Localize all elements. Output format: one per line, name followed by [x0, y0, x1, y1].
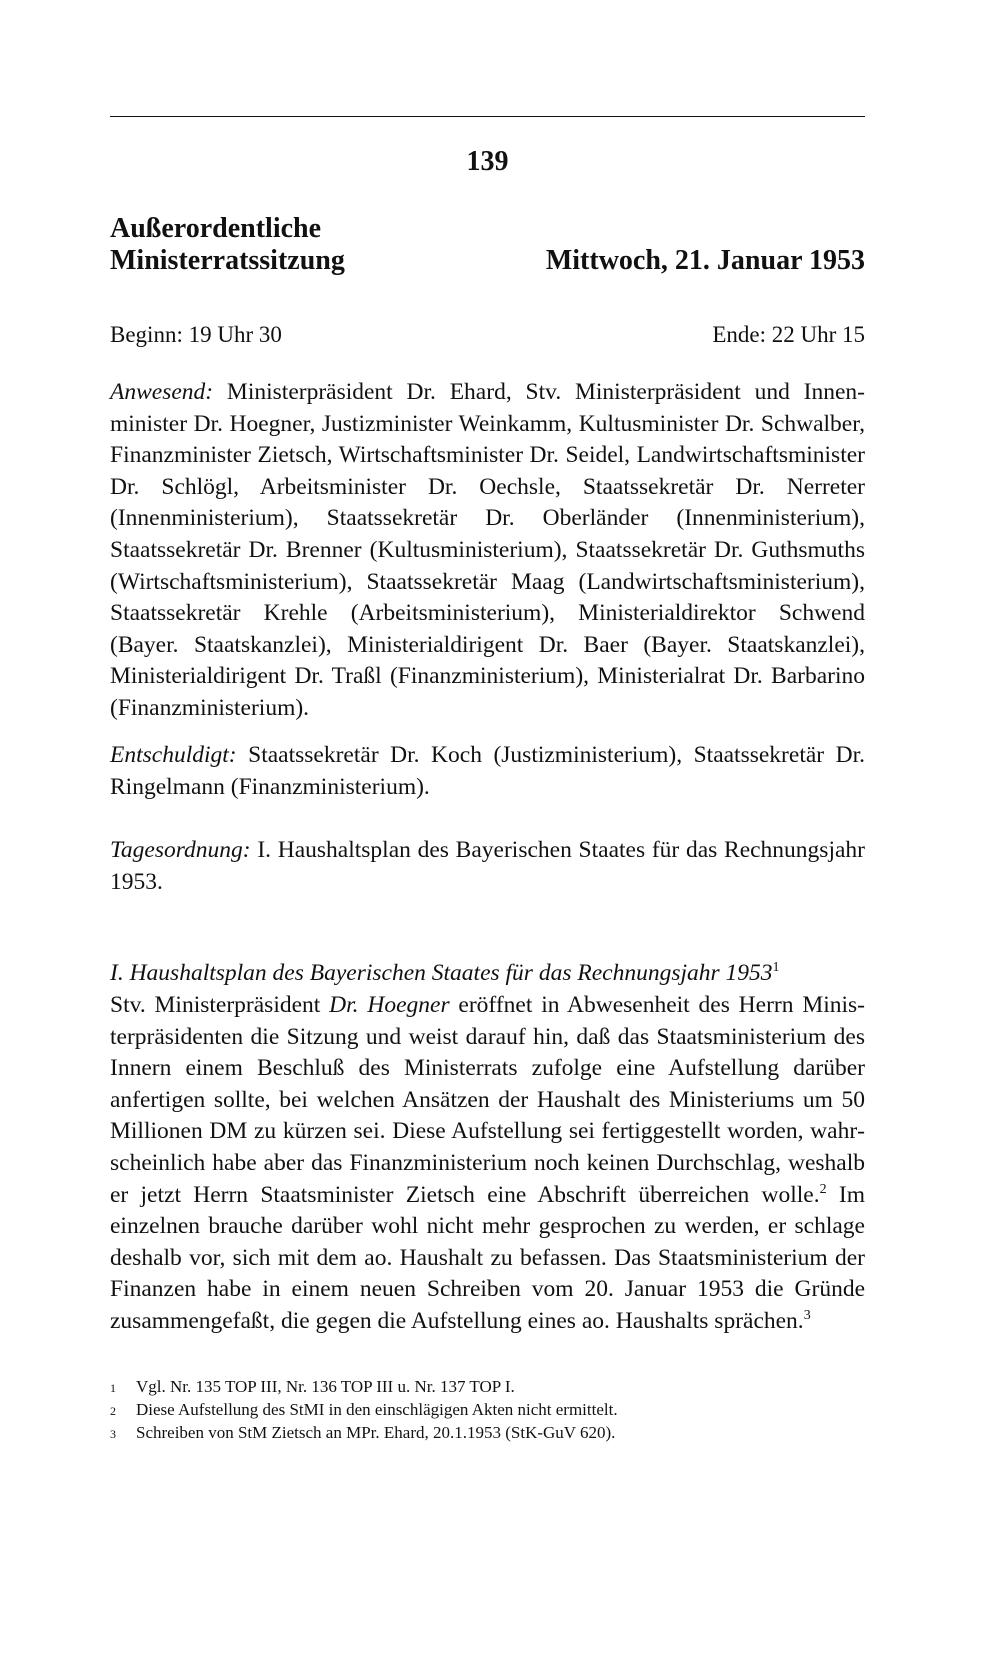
- excused-text: Staatssekretär Dr. Koch (Justizministerium), Staatssekretär Dr. Ringelmann (Finanzministerium).: [110, 742, 865, 800]
- footnote-ref-3[interactable]: 3: [803, 1308, 811, 1324]
- section-heading: [110, 958, 865, 990]
- attendees-paragraph: [110, 377, 865, 725]
- footnote-3: [110, 1422, 865, 1445]
- footnote-number: 2: [110, 1404, 116, 1418]
- page-number: 139: [466, 146, 509, 177]
- agenda-paragraph: [110, 835, 865, 898]
- agenda-label: Tagesordnung:: [110, 837, 251, 863]
- attendees-label: Anwesend:: [110, 379, 214, 405]
- begin-time: Beginn: 19 Uhr 30: [110, 322, 282, 347]
- body-text-3: Im einzelnen brauche darüber wohl nicht mehr gesprochen zu werden, er schlage deshalb vor, sich mit dem ao. Haushalt zu befassen. Das Staatsministerium der Finanzen habe in einem neuen Schreiben vom 20. Januar 1953 die Gründe zusammengefaßt, die gegen die Aufstellung eines ao. Haushalts sprächen.: [110, 1181, 865, 1334]
- session-date: Mittwoch, 21. Januar 1953: [545, 245, 865, 276]
- body-text-1: Stv. Ministerpräsident: [110, 992, 330, 1018]
- attendees-text: Ministerpräsident Dr. Ehard, Stv. Ministerpräsident und Innenminister Dr. Hoegner, Justizminister Weinkamm, Kultusminister Dr. Schwalber, Finanzminister Zietsch, Wirtschaftsminister Dr. Seidel, Landwirtschaftsminister Dr. Schlögl, Arbeitsminister Dr. Oechsle, Staatssekretär Dr. Nerreter (Innenministerium), Staatssekretär Dr. Oberländer (Innenministerium), Staatssekretär Dr. Brenner (Kultusministerium), Staatssekretär Dr. Guthsmuths (Wirtschaftsministerium), Staatssekretär Maag (Landwirtschaftsministerium), Staatssekretär Krehle (Arbeitsministerium), Ministerialdirektor Schwend (Bayer. Staatskanzlei), Ministerialdirigent Dr. Baer (Bayer. Staatskanzlei), Ministerialdirigent Dr. Traßl (Finanzministerium), Ministerialrat Dr. Barbarino (Finanzministerium).: [110, 379, 865, 721]
- footnote-ref-2[interactable]: 2: [819, 1181, 827, 1197]
- footnote-text: Schreiben von StM Zietsch an MPr. Ehard, 20.1.1953 (StK-GuV 620).: [136, 1423, 616, 1442]
- session-title-line1: Außerordentliche: [110, 213, 322, 244]
- footnote-number: 3: [110, 1427, 116, 1441]
- end-time: Ende: 22 Uhr 15: [712, 322, 865, 347]
- agenda-text: I. Haushaltsplan des Bayerischen Staates für das Rechnungsjahr 1953.: [110, 837, 865, 895]
- section-body: [110, 990, 865, 1338]
- section-heading-text: I. Haushaltsplan des Bayerischen Staates für das Rechnungsjahr 1953: [110, 960, 773, 986]
- excused-paragraph: [110, 740, 865, 803]
- header-rule: [110, 116, 865, 117]
- session-title: [110, 213, 345, 277]
- footnote-text: Diese Aufstellung des StMI in den einschlägigen Akten nicht ermittelt.: [136, 1400, 618, 1419]
- footnotes: [110, 1376, 865, 1445]
- session-times: [110, 320, 865, 350]
- footnote-2: [110, 1399, 865, 1422]
- excused-label: Entschuldigt:: [110, 742, 237, 768]
- footnote-text: Vgl. Nr. 135 TOP III, Nr. 136 TOP III u. Nr. 137 TOP I.: [136, 1377, 515, 1396]
- footnote-number: 1: [110, 1381, 116, 1395]
- body-text-2: eröffnet in Abwesenheit des Herrn Ministerpräsidenten die Sitzung und weist darauf hin, daß das Staatsministerium des Innern einem Beschluß des Ministerrats zufolge eine Aufstellung darüber anfertigen sollte, bei welchen Ansätzen der Haushalt des Ministeriums um 50 Millionen DM zu kürzen sei. Diese Aufstellung sei fertiggestellt worden, wahrscheinlich habe aber das Finanzministerium noch keinen Durchschlag, weshalb er jetzt Herrn Staatsminister Zietsch eine Abschrift überreichen wolle.: [110, 992, 865, 1208]
- footnote-ref-1[interactable]: 1: [772, 960, 780, 976]
- footnote-1: [110, 1376, 865, 1399]
- session-title-line2: Ministerratssitzung: [110, 245, 345, 276]
- body-speaker-name: Dr. Hoegner: [329, 992, 450, 1018]
